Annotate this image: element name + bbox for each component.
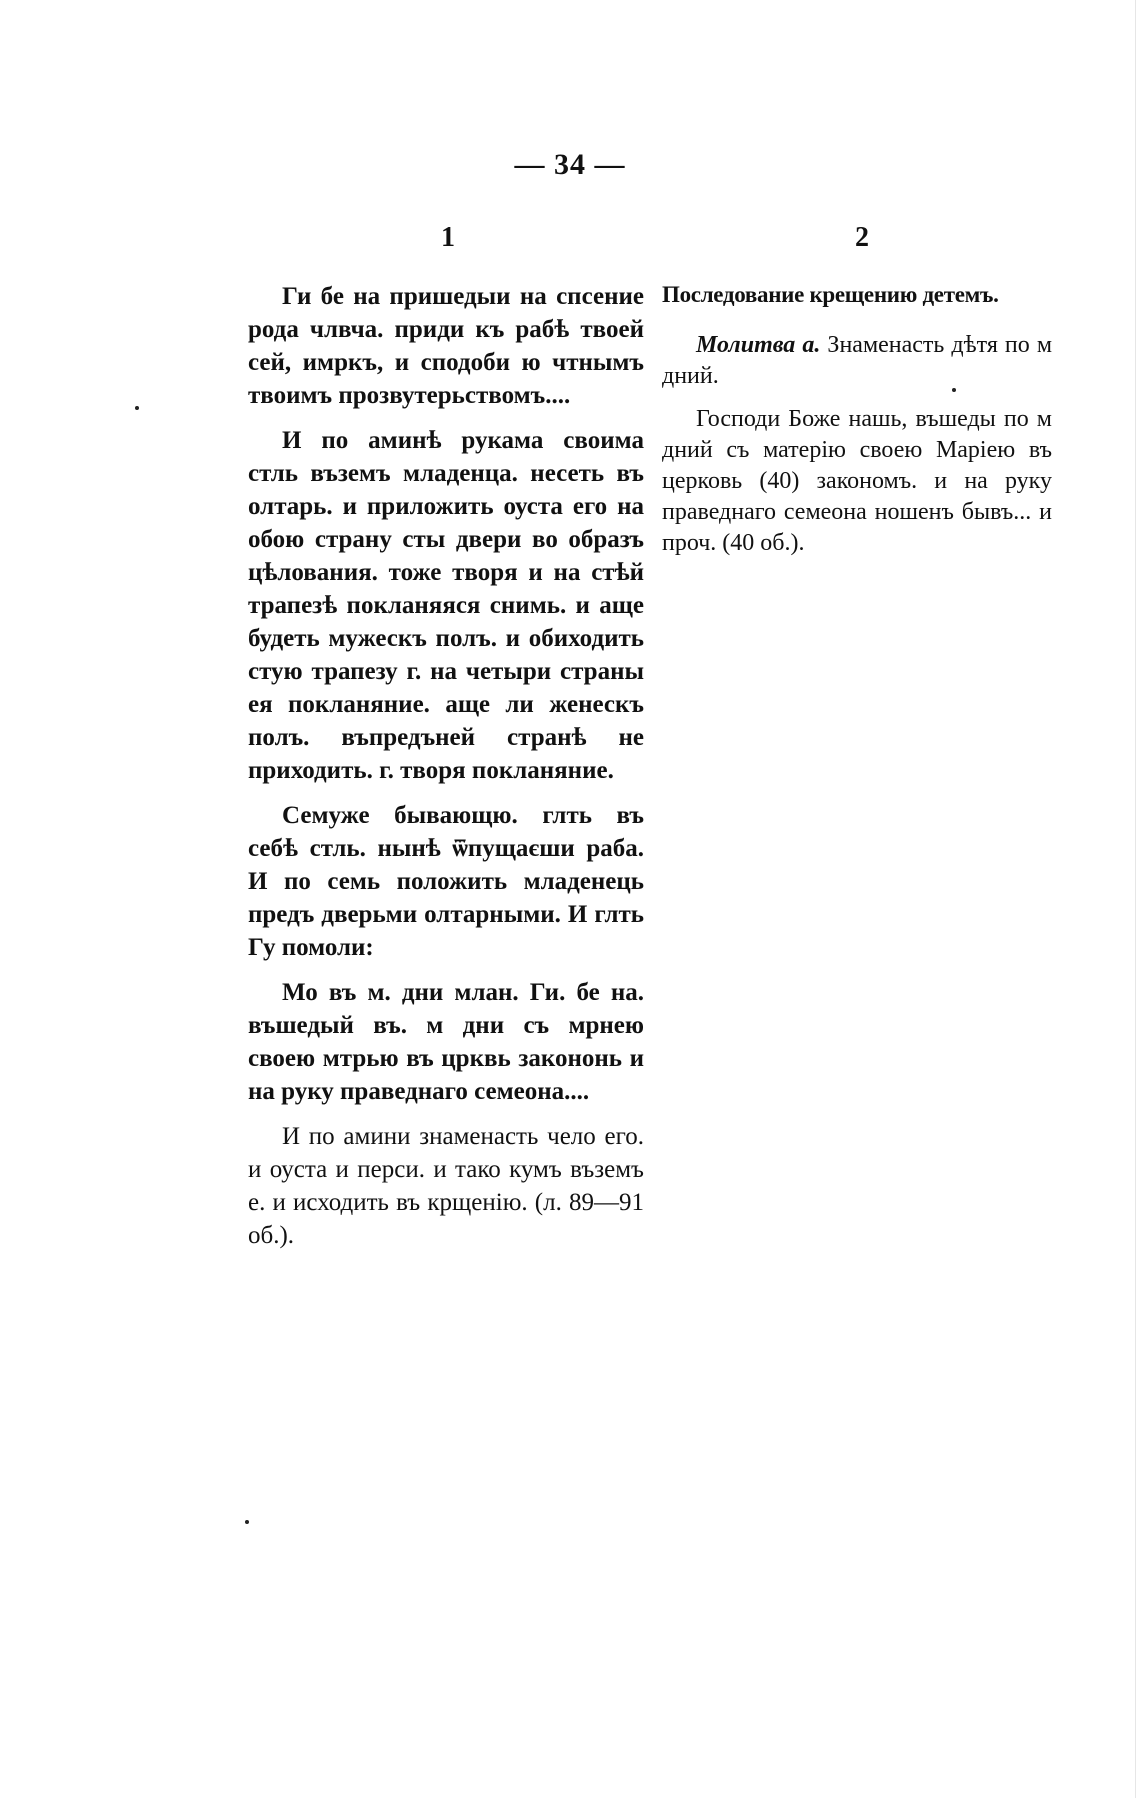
column-number-left: 1 [441, 222, 455, 253]
left-column-text [248, 280, 644, 1264]
right-paragraph-2: Господи Боже нашь, въшеды по м дний съ матерію своею Маріею въ церковь (40) закономъ. и на руку праведнаго семеона ношенъ бывъ... и проч. (40 об.). [662, 406, 1052, 556]
right-paragraph-1 [662, 330, 1052, 392]
left-paragraph-4: Мо въ м. дни млан. Ги. бе на. въшедый въ. м дни съ мрнею своею мтрью въ црквь закононь и на руку праведнаго семеона.... [248, 979, 644, 1105]
left-paragraph-3: Семуже бывающю. глть въ себѣ стль. нынѣ ѿпущаєши раба. И по семь положить младенець предъ дверьми олтарными. И глть Гу помоли: [248, 802, 644, 961]
column-number-right: 2 [855, 222, 869, 253]
page-number: — 34 — [514, 148, 626, 181]
left-paragraph-1: Ги бе на пришедыи на спсение рода члвча. приди къ рабѣ твоей сей, имркъ, и сподоби ю чтнымъ твоимъ прозвутерьствомъ.... [248, 283, 644, 409]
left-paragraph-5: И по амини знаменасть чело его. и оуста и перси. и тако кумъ въземъ е. и исходить въ крщенію. (л. 89—91 об.). [248, 1123, 644, 1249]
scan-speck [245, 1520, 249, 1524]
right-column-text [662, 280, 1052, 571]
right-column-heading: Последование крещению детемъ. [662, 282, 999, 307]
prayer-title: Молитва а. [696, 332, 821, 358]
page-edge-line [1135, 0, 1136, 1798]
scan-speck [952, 388, 956, 392]
left-paragraph-2: И по аминѣ рукама своима стль въземъ младенца. несеть въ олтарь. и приложить оуста его на обою страну сты двери во образъ цѣлования. тоже творя и на стѣй трапезѣ покланяяся снимь. и аще будеть мужескъ полъ. и обиходить стую трапезу г. на четыри страны ея покланяние. аще ли женескъ полъ. въпредъней странѣ не приходить. г. творя покланяние. [248, 427, 644, 784]
right-paragraph-1-text: Знаменасть дѣтя по м дний. [662, 332, 1053, 389]
scan-speck [135, 406, 139, 410]
